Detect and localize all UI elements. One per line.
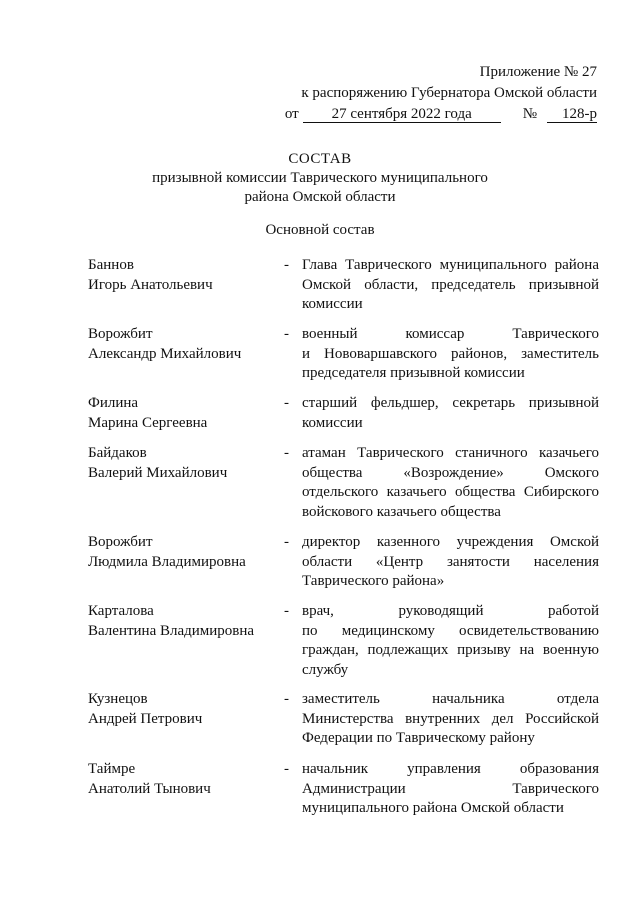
member-surname: Кузнецов — [88, 691, 148, 707]
role-line: граждан, подлежащих призыву на военную — [302, 642, 599, 658]
member-role — [302, 394, 599, 433]
role-line: области «Центр занятости населения — [302, 553, 599, 570]
role-line: Таврического района» — [302, 573, 445, 589]
dash-separator: - — [284, 534, 289, 550]
member-given-name: Андрей Петрович — [88, 710, 203, 727]
member-given-name: Игорь Анатольевич — [88, 276, 213, 293]
role-line: врач, руководящий работой — [302, 603, 599, 619]
role-line: Омской области, председатель призывной — [302, 276, 599, 293]
member-given-name: Валентина Владимировна — [88, 622, 255, 639]
order-number: 128-р — [547, 106, 597, 123]
role-line: отдельского казачьего общества Сибирского — [302, 484, 599, 500]
number-label: № — [522, 106, 537, 122]
member-name — [88, 325, 278, 364]
order-date-line — [285, 104, 597, 125]
role-line: атаман Таврического станичного казачьего — [302, 445, 599, 461]
member-role — [302, 760, 599, 819]
member-role — [302, 602, 599, 680]
member-given-name: Марина Сергеевна — [88, 414, 208, 431]
member-name — [88, 760, 278, 799]
role-line: комиссии — [302, 414, 363, 431]
member-given-name: Людмила Владимировна — [88, 553, 246, 570]
role-line: службу — [302, 661, 349, 678]
order-date: 27 сентября 2022 года — [303, 106, 501, 123]
role-line: Администрации Таврического — [302, 780, 599, 797]
member-given-name: Александр Михайлович — [88, 345, 242, 362]
section-subtitle: Основной состав — [265, 222, 375, 238]
title-line-2: призывной комиссии Таврического муниципального — [152, 170, 488, 186]
role-line: заместитель начальника отдела — [302, 691, 599, 707]
dash-separator: - — [284, 761, 289, 777]
member-given-name: Анатолий Тынович — [88, 780, 211, 797]
dash-separator: - — [284, 257, 289, 273]
role-line: общества «Возрождение» Омского — [302, 464, 599, 481]
role-line: по медицинскому освидетельствованию — [302, 622, 599, 639]
title-line-3: района Омской области — [244, 189, 396, 205]
role-line: директор казенного учреждения Омской — [302, 534, 599, 550]
title-line-1: СОСТАВ — [288, 151, 352, 167]
member-surname: Байдаков — [88, 445, 147, 461]
appendix-label: Приложение № 27 — [479, 64, 597, 80]
role-line: Федерации по Таврическому району — [302, 730, 535, 746]
member-name — [88, 602, 278, 641]
member-surname: Ворожбит — [88, 326, 153, 342]
member-name — [88, 444, 278, 483]
dash-separator: - — [284, 395, 289, 411]
member-role — [302, 325, 599, 384]
role-line: военный комиссар Таврического — [302, 326, 599, 342]
role-line: войскового казачьего общества — [302, 503, 501, 520]
role-line: комиссии — [302, 296, 363, 312]
member-name — [88, 394, 278, 433]
member-role — [302, 533, 599, 592]
member-role — [302, 256, 599, 315]
document-header — [285, 62, 597, 125]
member-surname: Баннов — [88, 257, 134, 273]
role-line: старший фельдшер, секретарь призывной — [302, 395, 599, 411]
dash-separator: - — [284, 691, 289, 707]
role-line: и Нововаршавского районов, заместитель — [302, 345, 599, 362]
role-line: Министерства внутренних дел Российской — [302, 710, 599, 727]
member-surname: Ворожбит — [88, 534, 153, 550]
dash-separator: - — [284, 603, 289, 619]
role-line: начальник управления образования — [302, 761, 599, 777]
member-role — [302, 444, 599, 522]
member-given-name: Валерий Михайлович — [88, 464, 228, 481]
member-name — [88, 256, 278, 295]
member-surname: Карталова — [88, 603, 154, 619]
order-reference: к распоряжению Губернатора Омской области — [301, 85, 597, 101]
member-role — [302, 690, 599, 749]
member-name — [88, 690, 278, 729]
member-surname: Таймре — [88, 761, 136, 777]
dash-separator: - — [284, 445, 289, 461]
from-label: от — [284, 106, 299, 122]
role-line: Глава Таврического муниципального района — [302, 257, 599, 273]
role-line: председателя призывной комиссии — [302, 365, 525, 381]
member-name — [88, 533, 278, 572]
document-title — [0, 150, 640, 207]
dash-separator: - — [284, 326, 289, 342]
member-surname: Филина — [88, 395, 139, 411]
role-line: муниципального района Омской области — [302, 800, 564, 816]
